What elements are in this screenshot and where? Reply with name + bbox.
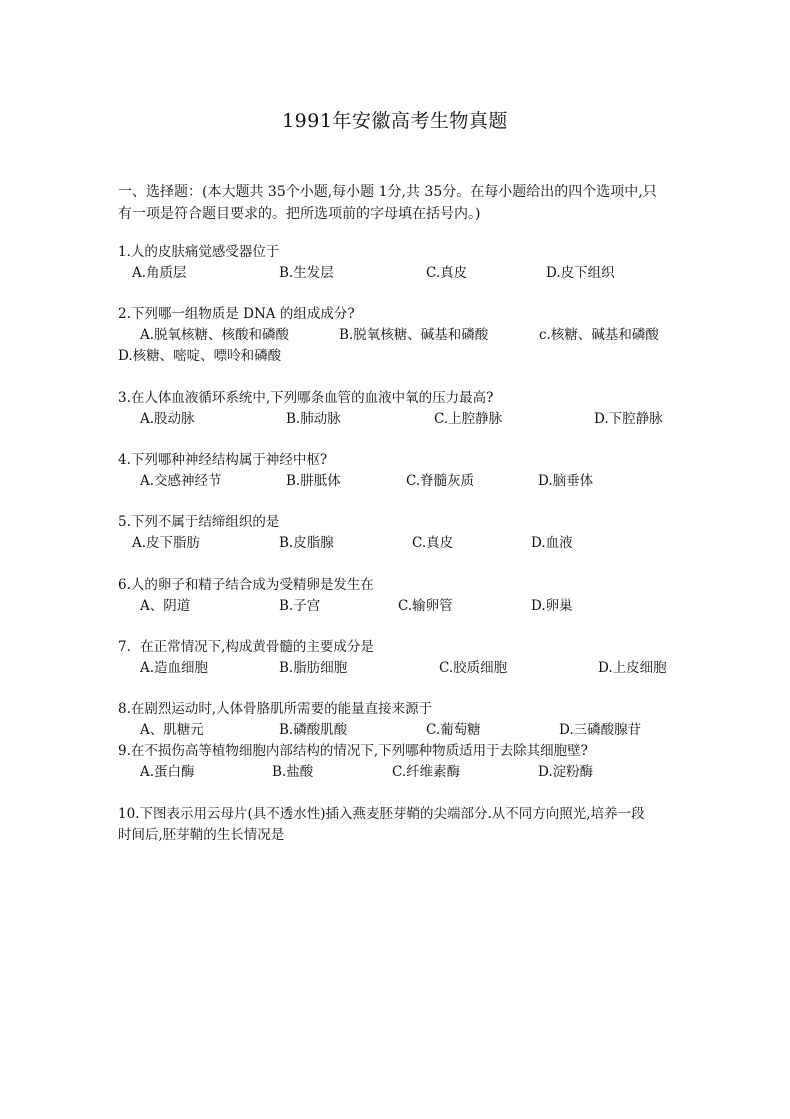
option-d: D.脑垂体 (538, 473, 594, 489)
options-row (118, 409, 678, 430)
option-c: C.胶质细胞 (439, 660, 508, 676)
options-row (118, 762, 678, 783)
question-stem: 8.在剧烈运动时,人体骨胳肌所需要的能量直接来源于 (118, 701, 433, 717)
option-b: B.脱氧核糖、碱基和磷酸 (339, 327, 489, 343)
section-instructions (118, 181, 678, 225)
question-4 (118, 450, 678, 492)
question-3 (118, 388, 678, 430)
options-row (118, 596, 678, 617)
instructions-line-2: 有一项是符合题目要求的。把所选项前的字母填在括号内。) (118, 206, 481, 222)
question-stem: 3.在人体血液循环系统中,下列哪条血管的血液中氧的压力最高? (118, 390, 494, 406)
option-c: C.葡萄糖 (426, 722, 481, 738)
options-row (118, 533, 678, 554)
question-10 (118, 804, 688, 846)
option-a: A.造血细胞 (140, 660, 209, 676)
option-a: A、阴道 (140, 598, 191, 614)
option-d: D.血液 (531, 535, 573, 551)
option-b: B.生发层 (279, 265, 334, 281)
option-b: B.盐酸 (272, 764, 314, 780)
question-9 (118, 741, 678, 783)
option-b: B.子宫 (279, 598, 321, 614)
option-d: D.卵巢 (531, 598, 573, 614)
option-a: A.交感神经节 (140, 473, 222, 489)
page-title: 1991年安徽高考生物真题 (282, 110, 508, 132)
option-c: c.核糖、碱基和磷酸 (539, 327, 659, 343)
question-7 (118, 637, 678, 679)
option-a: A.股动脉 (140, 411, 195, 427)
option-c: C.脊髓灰质 (406, 473, 475, 489)
option-b: B.皮脂腺 (279, 535, 334, 551)
question-stem: 4.下列哪种神经结构属于神经中枢? (118, 452, 328, 468)
option-d: D.淀粉酶 (538, 764, 594, 780)
options-row (118, 325, 688, 346)
question-stem: 10.下图表示用云母片(具不透水性)插入燕麦胚芽鞘的尖端部分.从不同方向照光,培养一段 (118, 806, 645, 822)
option-b: B.脂肪细胞 (279, 660, 348, 676)
question-stem: 5.下列不属于结缔组织的是 (118, 514, 280, 530)
option-c: C.上腔静脉 (434, 411, 503, 427)
option-a: A.皮下脂肪 (132, 535, 201, 551)
question-2 (118, 304, 688, 367)
options-row (118, 471, 678, 492)
option-a: A.蛋白酶 (140, 764, 195, 780)
instructions-line-1: 一、选择题：(本大题共 35个小题,每小题 1分,共 35分。在每小题给出的四个选项中,只 (118, 184, 657, 200)
options-row (118, 658, 678, 679)
option-b: B.磷酸肌酸 (279, 722, 348, 738)
question-6 (118, 575, 678, 617)
question-stem-continued: 时间后,胚芽鞘的生长情况是 (118, 827, 285, 843)
option-a: A.脱氧核糖、核酸和磷酸 (140, 327, 290, 343)
option-d: D.核糖、嘧啶、嘌呤和磷酸 (118, 348, 282, 364)
option-c: C.真皮 (426, 265, 468, 281)
option-d: D.三磷酸腺苷 (559, 722, 642, 738)
option-a: A.角质层 (132, 265, 187, 281)
question-stem: 1.人的皮肤痛觉感受器位于 (118, 244, 280, 260)
question-1 (118, 242, 678, 284)
option-b: B.肼胝体 (286, 473, 341, 489)
question-stem: 7．在正常情况下,构成黄骨髓的主要成分是 (118, 639, 374, 655)
option-d: D.上皮细胞 (598, 660, 667, 676)
option-d: D.下腔静脉 (594, 411, 663, 427)
option-c: C.真皮 (412, 535, 454, 551)
option-c: C.输卵管 (398, 598, 453, 614)
question-stem: 9.在不损伤高等植物细胞内部结构的情况下,下列哪种物质适用于去除其细胞壁? (118, 743, 588, 759)
question-5 (118, 512, 678, 554)
options-row (118, 263, 678, 284)
options-row (118, 720, 678, 741)
option-d: D.皮下组织 (546, 265, 615, 281)
question-stem: 6.人的卵子和精子结合成为受精卵是发生在 (118, 577, 374, 593)
question-8 (118, 699, 678, 741)
option-a: A、肌糖元 (140, 722, 204, 738)
option-c: C.纤维素酶 (392, 764, 461, 780)
question-stem: 2.下列哪一组物质是 DNA 的组成成分? (118, 306, 355, 322)
option-b: B.肺动脉 (286, 411, 341, 427)
